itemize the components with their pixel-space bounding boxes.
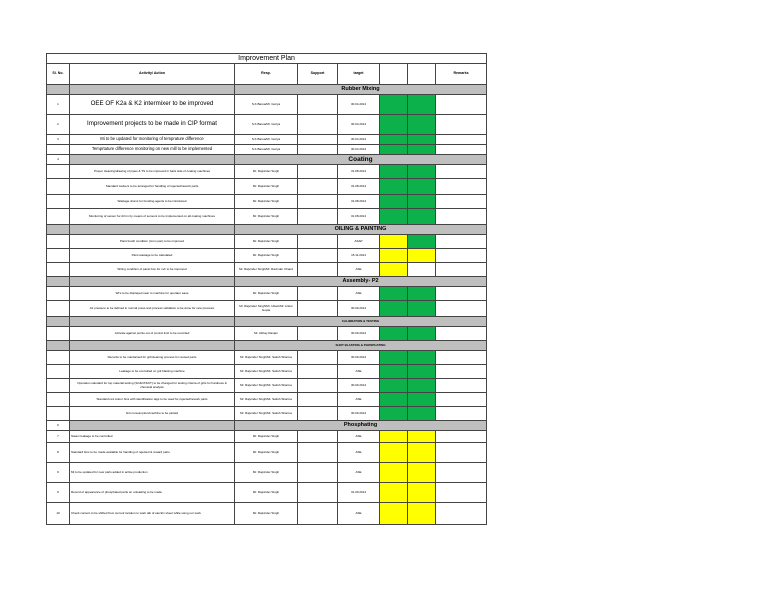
section-heading: Rubber Mixing xyxy=(235,85,487,95)
sl-no-cell: 9 xyxy=(47,483,70,503)
sl-no-cell xyxy=(47,287,70,301)
section-heading: OILING & PAINTING xyxy=(235,225,487,235)
sl-no-cell xyxy=(47,263,70,277)
table-row xyxy=(47,443,487,463)
resp-cell: Mr. Rajvinder Singh/Mr. Uttam/Mr. Ankur Gupta xyxy=(235,301,298,317)
resp-cell: Mr. Rajvinder Singh xyxy=(235,249,298,263)
status-cell-2 xyxy=(408,365,436,379)
remarks-cell xyxy=(436,351,487,365)
status-cell-2 xyxy=(408,115,436,135)
section-row xyxy=(47,225,487,235)
section-spacer xyxy=(70,277,235,287)
sl-no-cell: 8 xyxy=(47,443,70,463)
table-row xyxy=(47,209,487,225)
resp-cell: Mr. Rajvinder Singh xyxy=(235,483,298,503)
target-cell: ASAP xyxy=(338,235,380,249)
status-cell-1 xyxy=(380,379,408,393)
resp-cell: Mr. Rajvinder Singh/Mr. Satish Sharma xyxy=(235,407,298,421)
target-cell: 30.09.2014 xyxy=(338,301,380,317)
support-cell xyxy=(298,483,338,503)
remarks-cell xyxy=(436,195,487,209)
support-cell xyxy=(298,235,338,249)
section-row xyxy=(47,421,487,431)
table-row xyxy=(47,263,487,277)
sl-no-cell: 9 xyxy=(47,463,70,483)
header-activity: Activity/ Action xyxy=(70,64,235,85)
section-spacer xyxy=(70,341,235,351)
status-cell-1 xyxy=(380,351,408,365)
status-cell-2 xyxy=(408,327,436,341)
title-row xyxy=(47,54,487,64)
status-cell-1 xyxy=(380,209,408,225)
sl-no-cell: 10 xyxy=(47,503,70,525)
section-spacer xyxy=(70,85,235,95)
support-cell xyxy=(298,209,338,225)
activity-cell: Monitoring of sensor for dirt in by means of sensors to be implemented on all coating machines xyxy=(70,209,235,225)
resp-cell: Mr. Rajvinder Singh/Mr. Satish Sharma xyxy=(235,365,298,379)
table-row xyxy=(47,301,487,317)
status-cell-1 xyxy=(380,365,408,379)
support-cell xyxy=(298,249,338,263)
table-row xyxy=(47,379,487,393)
support-cell xyxy=(298,287,338,301)
resp-cell: S.K.Barua/Mr. Guriya xyxy=(235,95,298,115)
remarks-cell xyxy=(436,379,487,393)
remarks-cell xyxy=(436,327,487,341)
resp-cell: Mr. Rajvinder Singh xyxy=(235,165,298,179)
section-sl-cell xyxy=(47,341,70,351)
status-cell-1 xyxy=(380,115,408,135)
status-cell-2 xyxy=(408,165,436,179)
remarks-cell xyxy=(436,503,487,525)
activity-cell: Grit consumption/machine to be plotted xyxy=(70,407,235,421)
status-cell-2 xyxy=(408,431,436,443)
status-cell-2 xyxy=(408,407,436,421)
header-status-2 xyxy=(408,64,436,85)
activity-cell: Wastage drums for bonding agents to be introduced xyxy=(70,195,235,209)
resp-cell: S.K.Barua/Mr. Guriya xyxy=(235,145,298,155)
remarks-cell xyxy=(436,431,487,443)
status-cell-1 xyxy=(380,135,408,145)
target-cell: 31.08.2014 xyxy=(338,165,380,179)
status-cell-2 xyxy=(408,135,436,145)
status-cell-2 xyxy=(408,503,436,525)
status-cell-1 xyxy=(380,463,408,483)
support-cell xyxy=(298,365,338,379)
sl-no-cell xyxy=(47,249,70,263)
resp-cell: Mr. Rajvinder Singh xyxy=(235,431,298,443)
table-row xyxy=(47,287,487,301)
activity-cell: Standard bins to be made available for handling of rejected & reward parts xyxy=(70,443,235,463)
support-cell xyxy=(298,95,338,115)
support-cell xyxy=(298,463,338,483)
sl-no-cell xyxy=(47,179,70,195)
table-row xyxy=(47,249,487,263)
remarks-cell xyxy=(436,135,487,145)
status-cell-1 xyxy=(380,443,408,463)
support-cell xyxy=(298,301,338,317)
status-cell-2 xyxy=(408,209,436,225)
section-heading: Phosphating xyxy=(235,421,487,431)
support-cell xyxy=(298,379,338,393)
target-cell: 31.08.2014 xyxy=(338,179,380,195)
table-row xyxy=(47,503,487,525)
sl-no-cell xyxy=(47,379,70,393)
target-cell: ASE xyxy=(338,393,380,407)
resp-cell: Mr. Rajvinder Singh xyxy=(235,443,298,463)
target-cell: 31.08.2014 xyxy=(338,209,380,225)
status-cell-1 xyxy=(380,195,408,209)
resp-cell: Mr. Rajvinder Singh xyxy=(235,195,298,209)
target-cell: 30.04.2014 xyxy=(338,145,380,155)
status-cell-1 xyxy=(380,145,408,155)
status-cell-2 xyxy=(408,463,436,483)
remarks-cell xyxy=(436,95,487,115)
activity-cell: Standard workers to be arranged for handling of rejected/rework parts xyxy=(70,179,235,195)
status-cell-1 xyxy=(380,393,408,407)
resp-cell: Mr. Rajvinder Singh xyxy=(235,209,298,225)
status-cell-1 xyxy=(380,165,408,179)
remarks-cell xyxy=(436,179,487,195)
status-cell-2 xyxy=(408,179,436,195)
table-row xyxy=(47,135,487,145)
improvement-plan-table xyxy=(46,53,487,525)
target-cell: 30.09.2014 xyxy=(338,407,380,421)
header-target: target xyxy=(338,64,380,85)
status-cell-1 xyxy=(380,503,408,525)
section-row xyxy=(47,317,487,327)
sl-no-cell xyxy=(47,209,70,225)
section-spacer xyxy=(70,421,235,431)
table-row xyxy=(47,95,487,115)
table-row xyxy=(47,365,487,379)
sl-no-cell xyxy=(47,195,70,209)
status-cell-1 xyxy=(380,301,408,317)
table-row xyxy=(47,483,487,503)
status-cell-2 xyxy=(408,351,436,365)
sl-no-cell xyxy=(47,235,70,249)
status-cell-1 xyxy=(380,483,408,503)
status-cell-1 xyxy=(380,327,408,341)
sl-no-cell: 2 xyxy=(47,115,70,135)
resp-cell: Mr. Rajvinder Singh xyxy=(235,463,298,483)
status-cell-1 xyxy=(380,249,408,263)
section-spacer xyxy=(70,155,235,165)
header-remarks: Remarks xyxy=(436,64,487,85)
activity-cell: Paint wastage to be calculated xyxy=(70,249,235,263)
activity-cell: Wiring condition of panel box for m/c to be improved xyxy=(70,263,235,277)
support-cell xyxy=(298,327,338,341)
target-cell: 31.09.2014 xyxy=(338,483,380,503)
activity-cell: Record of appearance of phosphated parts on unloading to be made xyxy=(70,483,235,503)
remarks-cell xyxy=(436,483,487,503)
sl-no-cell: 3 xyxy=(47,135,70,145)
status-cell-1 xyxy=(380,95,408,115)
target-cell: ASE xyxy=(338,287,380,301)
section-row xyxy=(47,277,487,287)
target-cell: 30.09.2014 xyxy=(338,327,380,341)
resp-cell: Mr. Rajvinder Singh xyxy=(235,287,298,301)
remarks-cell xyxy=(436,463,487,483)
section-sl-cell xyxy=(47,225,70,235)
status-cell-2 xyxy=(408,483,436,503)
remarks-cell xyxy=(436,115,487,135)
target-cell: 30.09.2014 xyxy=(338,351,380,365)
resp-cell: Mr. Rajvinder Singh xyxy=(235,179,298,195)
table-row xyxy=(47,407,487,421)
status-cell-2 xyxy=(408,287,436,301)
status-cell-2 xyxy=(408,379,436,393)
sl-no-cell xyxy=(47,365,70,379)
support-cell xyxy=(298,393,338,407)
resp-cell: Mr. Rajvinder Singh/Mr. Satish Sharma xyxy=(235,393,298,407)
support-cell xyxy=(298,115,338,135)
status-cell-2 xyxy=(408,145,436,155)
sl-no-cell xyxy=(47,301,70,317)
activity-cell: Records to be maintained for grit/cleaning process for reused parts xyxy=(70,351,235,365)
status-cell-2 xyxy=(408,301,436,317)
activity-cell: Paint booth condition (crom pan) to be improved xyxy=(70,235,235,249)
status-cell-2 xyxy=(408,249,436,263)
table-row xyxy=(47,431,487,443)
remarks-cell xyxy=(436,235,487,249)
header-status-1 xyxy=(380,64,408,85)
table-row xyxy=(47,351,487,365)
status-cell-2 xyxy=(408,235,436,249)
section-spacer xyxy=(70,317,235,327)
sl-no-cell xyxy=(47,393,70,407)
remarks-cell xyxy=(436,393,487,407)
table-row xyxy=(47,463,487,483)
support-cell xyxy=(298,263,338,277)
target-cell: 30.04.2014 xyxy=(338,115,380,135)
section-sl-cell: 4 xyxy=(47,155,70,165)
table-row xyxy=(47,179,487,195)
sl-no-cell xyxy=(47,327,70,341)
table-row xyxy=(47,195,487,209)
section-heading: CALIBRATION & TESTING xyxy=(235,317,487,327)
table-row xyxy=(47,235,487,249)
header-support: Support xyxy=(298,64,338,85)
status-cell-1 xyxy=(380,263,408,277)
resp-cell: S.K.Barua/Mr. Guriya xyxy=(235,135,298,145)
section-row xyxy=(47,85,487,95)
activity-cell: Operation standard for top material testing (SC&OT&OT) to be changed for testing criteria of grits for hardness & chemical analysis xyxy=(70,379,235,393)
target-cell: ASE xyxy=(338,443,380,463)
status-cell-2 xyxy=(408,263,436,277)
support-cell xyxy=(298,195,338,209)
section-sl-cell: 6 xyxy=(47,421,70,431)
remarks-cell xyxy=(436,287,487,301)
support-cell xyxy=(298,179,338,195)
table-row xyxy=(47,327,487,341)
table-row xyxy=(47,393,487,407)
section-row xyxy=(47,341,487,351)
resp-cell: Mr. Abhay Ranjan xyxy=(235,327,298,341)
status-cell-2 xyxy=(408,443,436,463)
section-sl-cell xyxy=(47,317,70,327)
activity-cell: Proper cleaning/drawing of pipes & TS to be improved in back side of coating machines xyxy=(70,165,235,179)
activity-cell: Check content to be shifted from current location to work tab of electric sheet while using our work xyxy=(70,503,235,525)
activity-cell: Air pressure to be defined in normal press and process validation to be done for new pressure xyxy=(70,301,235,317)
activity-cell: Standard red colour bins with identification tags to be used for rejected/rework parts xyxy=(70,393,235,407)
status-cell-2 xyxy=(408,195,436,209)
status-cell-1 xyxy=(380,287,408,301)
remarks-cell xyxy=(436,145,487,155)
section-heading: Coating xyxy=(235,155,487,165)
support-cell xyxy=(298,351,338,365)
section-heading: SHOT BLASTING & PHOSPHATING xyxy=(235,341,487,351)
target-cell: ASE xyxy=(338,365,380,379)
remarks-cell xyxy=(436,249,487,263)
resp-cell: Mr. Rajvinder Singh/Mr. Ravinder Chand xyxy=(235,263,298,277)
header-row xyxy=(47,64,487,85)
target-cell: ASE xyxy=(338,463,380,483)
support-cell xyxy=(298,145,338,155)
header-resp: Resp. xyxy=(235,64,298,85)
resp-cell: S.K.Barua/Mr. Guriya xyxy=(235,115,298,135)
support-cell xyxy=(298,135,338,145)
remarks-cell xyxy=(436,443,487,463)
remarks-cell xyxy=(436,209,487,225)
support-cell xyxy=(298,431,338,443)
activity-cell: WI's to be displayed near to machine for operator ease xyxy=(70,287,235,301)
remarks-cell xyxy=(436,263,487,277)
activity-cell: Improvement projects to be made in CIP format xyxy=(70,115,235,135)
header-sl-no: Sl. No. xyxy=(47,64,70,85)
support-cell xyxy=(298,407,338,421)
table-row xyxy=(47,145,487,155)
table-row xyxy=(47,165,487,179)
target-cell: 31.08.2014 xyxy=(338,195,380,209)
target-cell: 15.11.2014 xyxy=(338,249,380,263)
status-cell-1 xyxy=(380,431,408,443)
remarks-cell xyxy=(436,407,487,421)
table-row xyxy=(47,115,487,135)
resp-cell: Mr. Rajvinder Singh xyxy=(235,235,298,249)
section-spacer xyxy=(70,225,235,235)
status-cell-1 xyxy=(380,179,408,195)
sl-no-cell xyxy=(47,351,70,365)
resp-cell: Mr. Rajvinder Singh xyxy=(235,503,298,525)
sl-no-cell xyxy=(47,145,70,155)
activity-cell: Activate against points out of control limit to be recorded xyxy=(70,327,235,341)
status-cell-2 xyxy=(408,393,436,407)
status-cell-1 xyxy=(380,407,408,421)
target-cell: ASE xyxy=(338,431,380,443)
section-row xyxy=(47,155,487,165)
support-cell xyxy=(298,165,338,179)
activity-cell: Temprtature difference monitoring on new mill to be implemented xyxy=(70,145,235,155)
activity-cell: Mi to be updated for monitoring of temprature difference xyxy=(70,135,235,145)
activity-cell: OEE OF K2a & K2 intermixer to be improved xyxy=(70,95,235,115)
sl-no-cell xyxy=(47,407,70,421)
activity-cell: MI to be updated for new parts added in active production xyxy=(70,463,235,483)
sl-no-cell xyxy=(47,165,70,179)
status-cell-1 xyxy=(380,235,408,249)
section-sl-cell xyxy=(47,277,70,287)
section-heading: Assembly- P2 xyxy=(235,277,487,287)
support-cell xyxy=(298,443,338,463)
sheet-title: Improvement Plan xyxy=(47,54,487,64)
activity-cell: Leakage to be controlled on grit blasting machine xyxy=(70,365,235,379)
target-cell: 30.04.2014 xyxy=(338,95,380,115)
sl-no-cell: 1 xyxy=(47,95,70,115)
target-cell: ASE xyxy=(338,503,380,525)
target-cell: ASE xyxy=(338,263,380,277)
target-cell: 30.04.2014 xyxy=(338,135,380,145)
activity-cell: Steam leakage to be controlled xyxy=(70,431,235,443)
resp-cell: Mr. Rajvinder Singh/Mr. Satish Sharma xyxy=(235,351,298,365)
section-sl-cell xyxy=(47,85,70,95)
target-cell: 30.09.2014 xyxy=(338,379,380,393)
support-cell xyxy=(298,503,338,525)
remarks-cell xyxy=(436,301,487,317)
remarks-cell xyxy=(436,165,487,179)
status-cell-2 xyxy=(408,95,436,115)
sl-no-cell: 7 xyxy=(47,431,70,443)
remarks-cell xyxy=(436,365,487,379)
resp-cell: Mr. Rajvinder Singh/Mr. Satish Sharma xyxy=(235,379,298,393)
